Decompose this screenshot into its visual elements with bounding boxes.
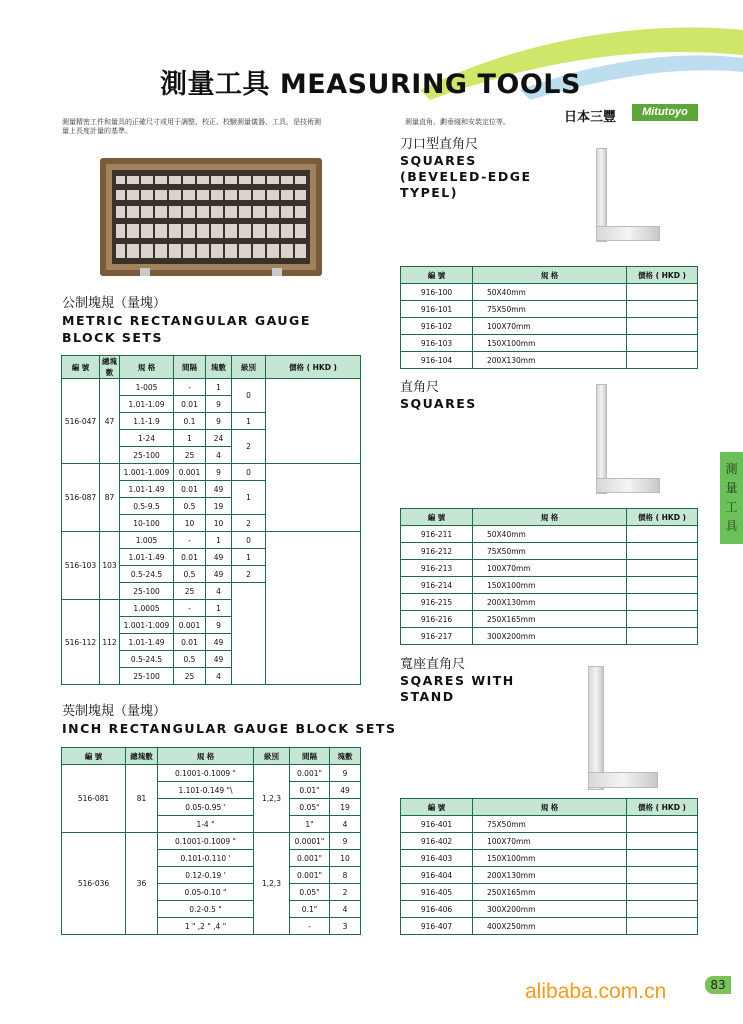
section-side-tab bbox=[720, 452, 743, 544]
col-header-interval: 間隔 bbox=[290, 748, 330, 765]
code-cell: 916-214 bbox=[401, 577, 473, 594]
price-cell bbox=[627, 628, 698, 645]
squares-title-en: SQUARES bbox=[400, 396, 477, 411]
metric-title-cn: 公制塊規（量塊） bbox=[62, 296, 167, 311]
spec-cell: 75X50mm bbox=[473, 301, 627, 318]
col-header-spec: 規 格 bbox=[473, 509, 627, 526]
count-cell: 49 bbox=[330, 782, 361, 799]
col-header-code: 編 號 bbox=[401, 509, 473, 526]
interval-cell: 0.1" bbox=[290, 901, 330, 918]
interval-cell: 25 bbox=[174, 668, 206, 685]
table-header-row bbox=[401, 267, 698, 284]
spec-cell: 200X130mm bbox=[473, 867, 627, 884]
interval-cell: - bbox=[174, 379, 206, 396]
grade-cell: 2 bbox=[232, 566, 266, 583]
count-cell: 9 bbox=[330, 765, 361, 782]
col-header-spec: 規 格 bbox=[473, 267, 627, 284]
count-cell: 4 bbox=[206, 583, 232, 600]
count-cell: 49 bbox=[206, 566, 232, 583]
set-total: 81 bbox=[126, 765, 158, 833]
set-code: 516-036 bbox=[62, 833, 126, 935]
col-header-spec: 規 格 bbox=[158, 748, 254, 765]
side-tab-char: 具 bbox=[725, 519, 738, 533]
spec-cell: 1.101-0.149 "\ bbox=[158, 782, 254, 799]
spec-cell: 1.01-1.49 bbox=[120, 634, 174, 651]
grade-cell: 0 bbox=[232, 379, 266, 413]
table-row bbox=[62, 765, 361, 782]
interval-cell: 25 bbox=[174, 583, 206, 600]
price-cell bbox=[627, 918, 698, 935]
count-cell: 49 bbox=[206, 549, 232, 566]
square-horizontal-arm bbox=[588, 772, 658, 788]
interval-cell: 0.01 bbox=[174, 634, 206, 651]
price-cell bbox=[627, 318, 698, 335]
table-row bbox=[401, 352, 698, 369]
spec-cell: 0.5-24.5 bbox=[120, 651, 174, 668]
table-header-row bbox=[62, 356, 361, 379]
spec-cell: 1 " ,2 " ,4 " bbox=[158, 918, 254, 935]
table-row bbox=[401, 884, 698, 901]
interval-cell: 0.001" bbox=[290, 850, 330, 867]
set-total: 87 bbox=[100, 464, 120, 532]
square-horizontal-arm bbox=[596, 478, 660, 493]
spec-cell: 1.01-1.09 bbox=[120, 396, 174, 413]
price-cell bbox=[627, 577, 698, 594]
set-total: 103 bbox=[100, 532, 120, 600]
interval-cell: 0.5 bbox=[174, 498, 206, 515]
spec-cell: 150X100mm bbox=[473, 577, 627, 594]
inch-title-cn: 英制塊規（量塊） bbox=[62, 704, 167, 719]
col-header-price: 價格 ( HKD ) bbox=[627, 799, 698, 816]
interval-cell: - bbox=[174, 532, 206, 549]
spec-cell: 1.01-1.49 bbox=[120, 481, 174, 498]
spec-cell: 1.0005 bbox=[120, 600, 174, 617]
count-cell: 49 bbox=[206, 634, 232, 651]
interval-cell: 25 bbox=[174, 447, 206, 464]
count-cell: 49 bbox=[206, 651, 232, 668]
col-header-price: 價格 ( HKD ) bbox=[627, 267, 698, 284]
interval-cell: 0.01 bbox=[174, 481, 206, 498]
inch-title-en: INCH RECTANGULAR GAUGE BLOCK SETS bbox=[62, 721, 397, 736]
spec-cell: 1.001-1.009 bbox=[120, 464, 174, 481]
spec-cell: 75X50mm bbox=[473, 816, 627, 833]
stand-title-en-2: STAND bbox=[400, 689, 455, 704]
spec-cell: 250X165mm bbox=[473, 611, 627, 628]
interval-cell: 0.1 bbox=[174, 413, 206, 430]
count-cell: 49 bbox=[206, 481, 232, 498]
code-cell: 916-402 bbox=[401, 833, 473, 850]
intro-right-text: 測量直角、劃垂綫和安裝定位等。 bbox=[405, 118, 510, 126]
code-cell: 916-211 bbox=[401, 526, 473, 543]
set-total: 47 bbox=[100, 379, 120, 464]
interval-cell: 0.5 bbox=[174, 651, 206, 668]
price-cell bbox=[627, 816, 698, 833]
spec-cell: 200X130mm bbox=[473, 352, 627, 369]
table-row bbox=[401, 335, 698, 352]
table-row bbox=[401, 318, 698, 335]
intro-left-text: 測量精密工件和量具的正確尺寸或用于調整、校正、校驗測量儀器、工具，是技術測量上長度計量的基準。 bbox=[62, 118, 321, 135]
table-row bbox=[62, 379, 361, 396]
col-header-price: 價格 ( HKD ) bbox=[266, 356, 361, 379]
stand-title-en-1: SQARES WITH bbox=[400, 673, 515, 688]
table-row bbox=[62, 464, 361, 481]
beveled-title-cn: 刀口型直角尺 bbox=[400, 137, 479, 152]
table-row bbox=[401, 560, 698, 577]
count-cell: 9 bbox=[206, 413, 232, 430]
spec-cell: 0.1001-0.1009 " bbox=[158, 833, 254, 850]
spec-cell: 0.05-0.10 " bbox=[158, 884, 254, 901]
spec-cell: 50X40mm bbox=[473, 284, 627, 301]
col-header-spec: 規 格 bbox=[120, 356, 174, 379]
beveled-squares-table bbox=[400, 266, 698, 369]
set-code: 516-047 bbox=[62, 379, 100, 464]
side-tab-char: 測 bbox=[725, 462, 738, 476]
code-cell: 916-401 bbox=[401, 816, 473, 833]
col-header-grade: 級別 bbox=[232, 356, 266, 379]
square-horizontal-arm bbox=[596, 226, 660, 241]
interval-cell: 0.001" bbox=[290, 867, 330, 884]
count-cell: 3 bbox=[330, 918, 361, 935]
metric-gauge-table bbox=[61, 355, 361, 685]
spec-cell: 100X70mm bbox=[473, 318, 627, 335]
price-cell bbox=[627, 284, 698, 301]
table-row bbox=[62, 833, 361, 850]
code-cell: 916-213 bbox=[401, 560, 473, 577]
col-header-code: 編 號 bbox=[62, 748, 126, 765]
interval-cell: 10 bbox=[174, 515, 206, 532]
col-header-code: 編 號 bbox=[62, 356, 100, 379]
code-cell: 916-100 bbox=[401, 284, 473, 301]
stand-title-cn: 寬座直角尺 bbox=[400, 657, 466, 672]
col-header-spec: 規 格 bbox=[473, 799, 627, 816]
interval-cell: 0.01 bbox=[174, 396, 206, 413]
spec-cell: 1.001-1.009 bbox=[120, 617, 174, 634]
beveled-title-en-1: SQUARES bbox=[400, 153, 477, 168]
grade-cell bbox=[232, 583, 266, 685]
count-cell: 4 bbox=[206, 668, 232, 685]
squares-table bbox=[400, 508, 698, 645]
count-cell: 4 bbox=[330, 901, 361, 918]
page-title: 測量工具 MEASURING TOOLS bbox=[160, 69, 581, 100]
side-tab-char: 工 bbox=[725, 500, 738, 514]
spec-cell: 200X130mm bbox=[473, 594, 627, 611]
table-row bbox=[401, 628, 698, 645]
set-total: 36 bbox=[126, 833, 158, 935]
spec-cell: 300X200mm bbox=[473, 901, 627, 918]
interval-cell: 0.001 bbox=[174, 464, 206, 481]
spec-cell: 0.12-0.19 ' bbox=[158, 867, 254, 884]
grade-cell: 1,2,3 bbox=[254, 833, 290, 935]
code-cell: 916-103 bbox=[401, 335, 473, 352]
spec-cell: 1-005 bbox=[120, 379, 174, 396]
code-cell: 916-407 bbox=[401, 918, 473, 935]
price-cell bbox=[627, 301, 698, 318]
count-cell: 24 bbox=[206, 430, 232, 447]
spec-cell: 300X200mm bbox=[473, 628, 627, 645]
price-cell bbox=[627, 526, 698, 543]
count-cell: 4 bbox=[206, 447, 232, 464]
code-cell: 916-102 bbox=[401, 318, 473, 335]
code-cell: 916-216 bbox=[401, 611, 473, 628]
code-cell: 916-404 bbox=[401, 867, 473, 884]
table-row bbox=[401, 284, 698, 301]
table-header-row bbox=[62, 748, 361, 765]
spec-cell: 25-100 bbox=[120, 447, 174, 464]
price-cell bbox=[627, 335, 698, 352]
table-row bbox=[401, 918, 698, 935]
code-cell: 916-215 bbox=[401, 594, 473, 611]
interval-cell: 0.01 bbox=[174, 549, 206, 566]
mitutoyo-logo: Mitutoyo bbox=[632, 104, 698, 121]
col-header-code: 編 號 bbox=[401, 799, 473, 816]
spec-cell: 150X100mm bbox=[473, 850, 627, 867]
spec-cell: 75X50mm bbox=[473, 543, 627, 560]
table-row bbox=[401, 611, 698, 628]
metric-title-en-1: METRIC RECTANGULAR GAUGE bbox=[62, 313, 311, 328]
interval-cell: 0.001" bbox=[290, 765, 330, 782]
price-cell bbox=[627, 833, 698, 850]
code-cell: 916-104 bbox=[401, 352, 473, 369]
count-cell: 4 bbox=[330, 816, 361, 833]
price-cell bbox=[627, 850, 698, 867]
col-header-total: 總塊數 bbox=[100, 356, 120, 379]
col-header-price: 價格 ( HKD ) bbox=[627, 509, 698, 526]
col-header-interval: 間隔 bbox=[174, 356, 206, 379]
interval-cell: 0.05" bbox=[290, 884, 330, 901]
count-cell: 1 bbox=[206, 600, 232, 617]
interval-cell: - bbox=[174, 600, 206, 617]
spec-cell: 0.2-0.5 " bbox=[158, 901, 254, 918]
interval-cell: 1" bbox=[290, 816, 330, 833]
grade-cell: 1,2,3 bbox=[254, 765, 290, 833]
interval-cell: 0.001 bbox=[174, 617, 206, 634]
price-cell bbox=[627, 352, 698, 369]
price-cell bbox=[266, 532, 361, 685]
code-cell: 916-101 bbox=[401, 301, 473, 318]
spec-cell: 25-100 bbox=[120, 668, 174, 685]
grade-cell: 2 bbox=[232, 515, 266, 532]
interval-cell: 0.05" bbox=[290, 799, 330, 816]
table-row bbox=[401, 850, 698, 867]
spec-cell: 0.05-0.95 ' bbox=[158, 799, 254, 816]
price-cell bbox=[266, 464, 361, 532]
set-total: 112 bbox=[100, 600, 120, 685]
table-row bbox=[401, 867, 698, 884]
price-cell bbox=[627, 867, 698, 884]
grade-cell: 1 bbox=[232, 481, 266, 515]
set-code: 516-103 bbox=[62, 532, 100, 600]
table-row bbox=[62, 532, 361, 549]
spec-cell: 250X165mm bbox=[473, 884, 627, 901]
spec-cell: 1-4 " bbox=[158, 816, 254, 833]
count-cell: 8 bbox=[330, 867, 361, 884]
count-cell: 2 bbox=[330, 884, 361, 901]
grade-cell: 1 bbox=[232, 413, 266, 430]
grade-cell: 0 bbox=[232, 532, 266, 549]
spec-cell: 50X40mm bbox=[473, 526, 627, 543]
interval-cell: 0.5 bbox=[174, 566, 206, 583]
col-header-count: 塊數 bbox=[330, 748, 361, 765]
price-cell bbox=[627, 901, 698, 918]
spec-cell: 400X250mm bbox=[473, 918, 627, 935]
table-header-row bbox=[401, 799, 698, 816]
beveled-title-en-3: TYPEL) bbox=[400, 185, 458, 200]
count-cell: 9 bbox=[206, 617, 232, 634]
count-cell: 1 bbox=[206, 532, 232, 549]
price-cell bbox=[627, 543, 698, 560]
grade-cell: 2 bbox=[232, 430, 266, 464]
table-row bbox=[401, 577, 698, 594]
interval-cell: 1 bbox=[174, 430, 206, 447]
price-cell bbox=[627, 884, 698, 901]
spec-cell: 0.5-24.5 bbox=[120, 566, 174, 583]
grade-cell: 0 bbox=[232, 464, 266, 481]
price-cell bbox=[266, 379, 361, 464]
spec-cell: 0.5-9.5 bbox=[120, 498, 174, 515]
spec-cell: 150X100mm bbox=[473, 335, 627, 352]
table-row bbox=[401, 594, 698, 611]
watermark-url: alibaba.com.cn bbox=[525, 980, 667, 1003]
price-cell bbox=[627, 560, 698, 577]
grade-cell: 1 bbox=[232, 549, 266, 566]
code-cell: 916-403 bbox=[401, 850, 473, 867]
price-cell bbox=[627, 594, 698, 611]
inch-gauge-table bbox=[61, 747, 361, 935]
spec-cell: 0.101-0.110 ' bbox=[158, 850, 254, 867]
code-cell: 916-212 bbox=[401, 543, 473, 560]
beveled-title-en-2: (BEVELED-EDGE bbox=[400, 169, 532, 184]
squares-title-cn: 直角尺 bbox=[400, 380, 440, 395]
col-header-grade: 級別 bbox=[254, 748, 290, 765]
count-cell: 10 bbox=[206, 515, 232, 532]
spec-cell: 1-24 bbox=[120, 430, 174, 447]
count-cell: 9 bbox=[330, 833, 361, 850]
count-cell: 9 bbox=[206, 396, 232, 413]
spec-cell: 1.005 bbox=[120, 532, 174, 549]
spec-cell: 100X70mm bbox=[473, 560, 627, 577]
spec-cell: 100X70mm bbox=[473, 833, 627, 850]
code-cell: 916-405 bbox=[401, 884, 473, 901]
col-header-total: 總塊數 bbox=[126, 748, 158, 765]
price-cell bbox=[627, 611, 698, 628]
table-row bbox=[401, 526, 698, 543]
side-tab-char: 量 bbox=[725, 481, 738, 495]
interval-cell: - bbox=[290, 918, 330, 935]
spec-cell: 1.1-1.9 bbox=[120, 413, 174, 430]
count-cell: 9 bbox=[206, 464, 232, 481]
code-cell: 916-217 bbox=[401, 628, 473, 645]
table-row bbox=[401, 833, 698, 850]
count-cell: 1 bbox=[206, 379, 232, 396]
col-header-count: 塊數 bbox=[206, 356, 232, 379]
page-number: 83 bbox=[705, 976, 731, 994]
stand-squares-table bbox=[400, 798, 698, 935]
table-row bbox=[401, 301, 698, 318]
set-code: 516-087 bbox=[62, 464, 100, 532]
count-cell: 19 bbox=[206, 498, 232, 515]
spec-cell: 0.1001-0.1009 " bbox=[158, 765, 254, 782]
spec-cell: 1.01-1.49 bbox=[120, 549, 174, 566]
table-row bbox=[401, 816, 698, 833]
metric-title-en-2: BLOCK SETS bbox=[62, 330, 163, 345]
interval-cell: 0.0001" bbox=[290, 833, 330, 850]
spec-cell: 10-100 bbox=[120, 515, 174, 532]
code-cell: 916-406 bbox=[401, 901, 473, 918]
spec-cell: 25-100 bbox=[120, 583, 174, 600]
set-code: 516-112 bbox=[62, 600, 100, 685]
col-header-code: 編 號 bbox=[401, 267, 473, 284]
table-row bbox=[401, 901, 698, 918]
table-header-row bbox=[401, 509, 698, 526]
set-code: 516-081 bbox=[62, 765, 126, 833]
brand-cn: 日本三豐 bbox=[564, 110, 617, 125]
gauge-block-case-photo bbox=[100, 158, 322, 278]
interval-cell: 0.01" bbox=[290, 782, 330, 799]
count-cell: 10 bbox=[330, 850, 361, 867]
count-cell: 19 bbox=[330, 799, 361, 816]
table-row bbox=[401, 543, 698, 560]
